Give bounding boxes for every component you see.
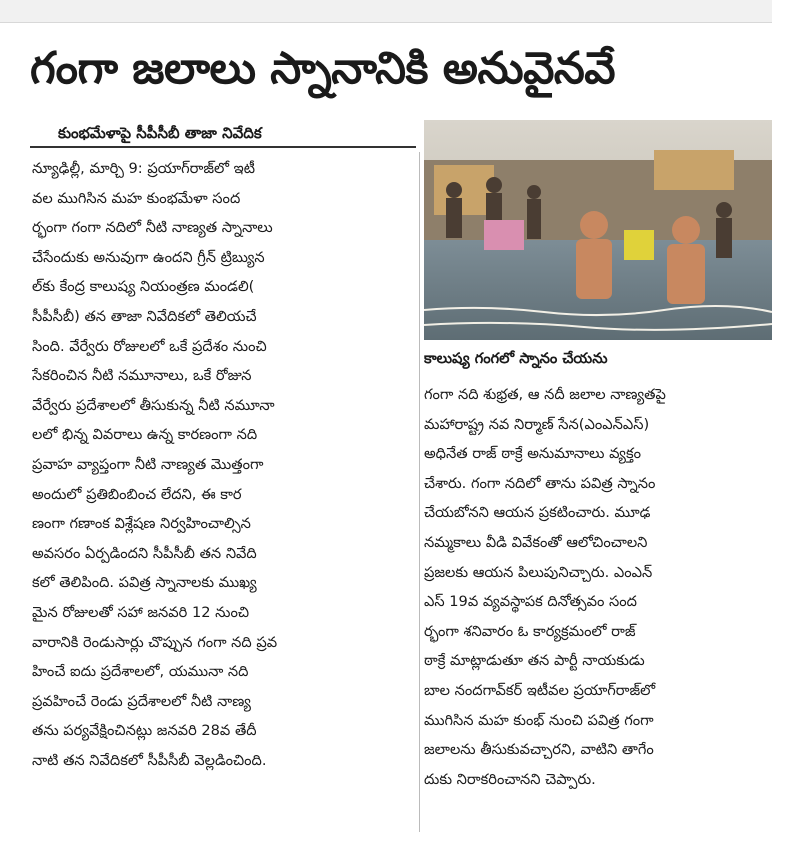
article-line: మైన రోజులతో సహా జనవరి 12 నుంచి [32,603,250,621]
article-line: ర్భంగా గంగా నదిలో నీటి నాణ్యత స్నానాలు [32,219,273,237]
article-line: ప్రవాహ వ్యాప్తంగా నీటి నాణ్యత మొత్తంగా [32,455,264,473]
article-line: న్యూఢిల్లీ, మార్చి 9: ప్రయాగ్‌రాజ్‌లో ఇటీ [32,160,256,177]
article-line: కలో తెలిపింది. పవిత్ర స్నానాలకు ముఖ్య [32,574,257,592]
article-body-left [32,154,416,775]
article-line: గంగా నది శుభ్రత, ఆ నదీ జలాల నాణ్యతపై [424,386,666,403]
article-line: సీపీసీబీ) తన తాజా నివేదికలో తెలియచే [32,307,257,325]
article-line: ఠాక్రే మాట్లాడుతూ తన పార్టీ నాయకుడు [424,652,645,670]
subheadline-rule [30,146,416,148]
article-line: ల్‌కు కేంద్ర కాలుష్య నియంత్రణ మండలి( [32,278,255,296]
article-line: మహారాష్ట్ర నవ నిర్మాణ్ సేన(ఎంఎన్ఎస్) [424,415,650,433]
article-line: ర్భంగా శనివారం ఓ కార్యక్రమంలో రాజ్ [424,622,636,640]
article-body-right [424,380,776,794]
article-line: వారానికి రెండుసార్లు చొప్పున గంగా నది ప్రవ [32,633,278,651]
article-line: జలాలను తీసుకువచ్చారని, వాటిని తాగేం [424,741,654,759]
river-bathing-photo [424,120,772,340]
article-line: దుకు నిరాకరించానని చెప్పారు. [424,770,596,788]
article-line: ఎస్ 19వ వ్యవస్థాపక దినోత్సవం సంద [424,593,637,611]
article-line: ప్రజలకు ఆయన పిలుపునిచ్చారు. ఎంఎన్ [424,563,653,581]
article-line: అందులో ప్రతిబింబించ లేదని, ఈ కార [32,485,242,503]
article-line: నాటి తన నివేదికలో సీపీసీబీ వెల్లడించింది. [32,751,267,769]
article-line: నమ్మకాలు వీడి వివేకంతో ఆలోచించాలని [424,533,648,551]
photo-caption: కాలుష్య గంగలో స్నానం చేయను [424,350,608,367]
article-line: తను పర్యవేక్షించినట్లు జనవరి 28వ తేదీ [32,722,257,740]
article-line: ముగిసిన మహ కుంభ్ నుంచి పవిత్ర గంగా [424,711,654,729]
headline: గంగా జలాలు స్నానానికి అనువైనవే [30,43,616,94]
article-line: బాల నందగావ్‌కర్ ఇటీవల ప్రయాగ్‌రాజ్‌లో [424,681,656,699]
subheadline: కుంభమేళాపై సీపీసీబీ తాజా నివేదిక [58,124,262,142]
column-divider [419,152,420,832]
article-line: అధినేత రాజ్ ఠాక్రే అనుమానాలు వ్యక్తం [424,445,641,463]
article-line: చేయబోనని ఆయన ప్రకటించారు. మూఢ [424,504,651,522]
article-line: చేశారు. గంగా నదిలో తాను పవిత్ర స్నానం [424,474,656,492]
page-top-strip [0,0,772,23]
article-line: హించే ఐదు ప్రదేశాలలో, యమునా నది [32,663,249,681]
article-line: సేకరించిన నీటి నమూనాలు, ఒకే రోజున [32,367,252,385]
article-line: అవసరం ఏర్పడిందని సీపీసీబీ తన నివేది [32,544,257,562]
article-line: వల ముగిసిన మహ కుంభమేళా సంద [32,189,241,207]
article-line: వేర్వేరు ప్రదేశాలలో తీసుకున్న నీటి నమూనా [32,396,275,414]
article-line: ణంగా గణాంక విశ్లేషణ నిర్వహించాల్సిన [32,515,251,533]
article-line: సింది. వేర్వేరు రోజులలో ఒకే ప్రదేశం నుంచి [32,337,267,355]
photo-illustration [424,120,772,340]
article-line: లలో భిన్న వివరాలు ఉన్న కారణంగా నది [32,426,258,444]
article-line: చేసేందుకు అనువుగా ఉందని గ్రీన్ ట్రిబ్యున [32,248,265,266]
article-line: ప్రవహించే రెండు ప్రదేశాలలో నీటి నాణ్య [32,692,251,710]
